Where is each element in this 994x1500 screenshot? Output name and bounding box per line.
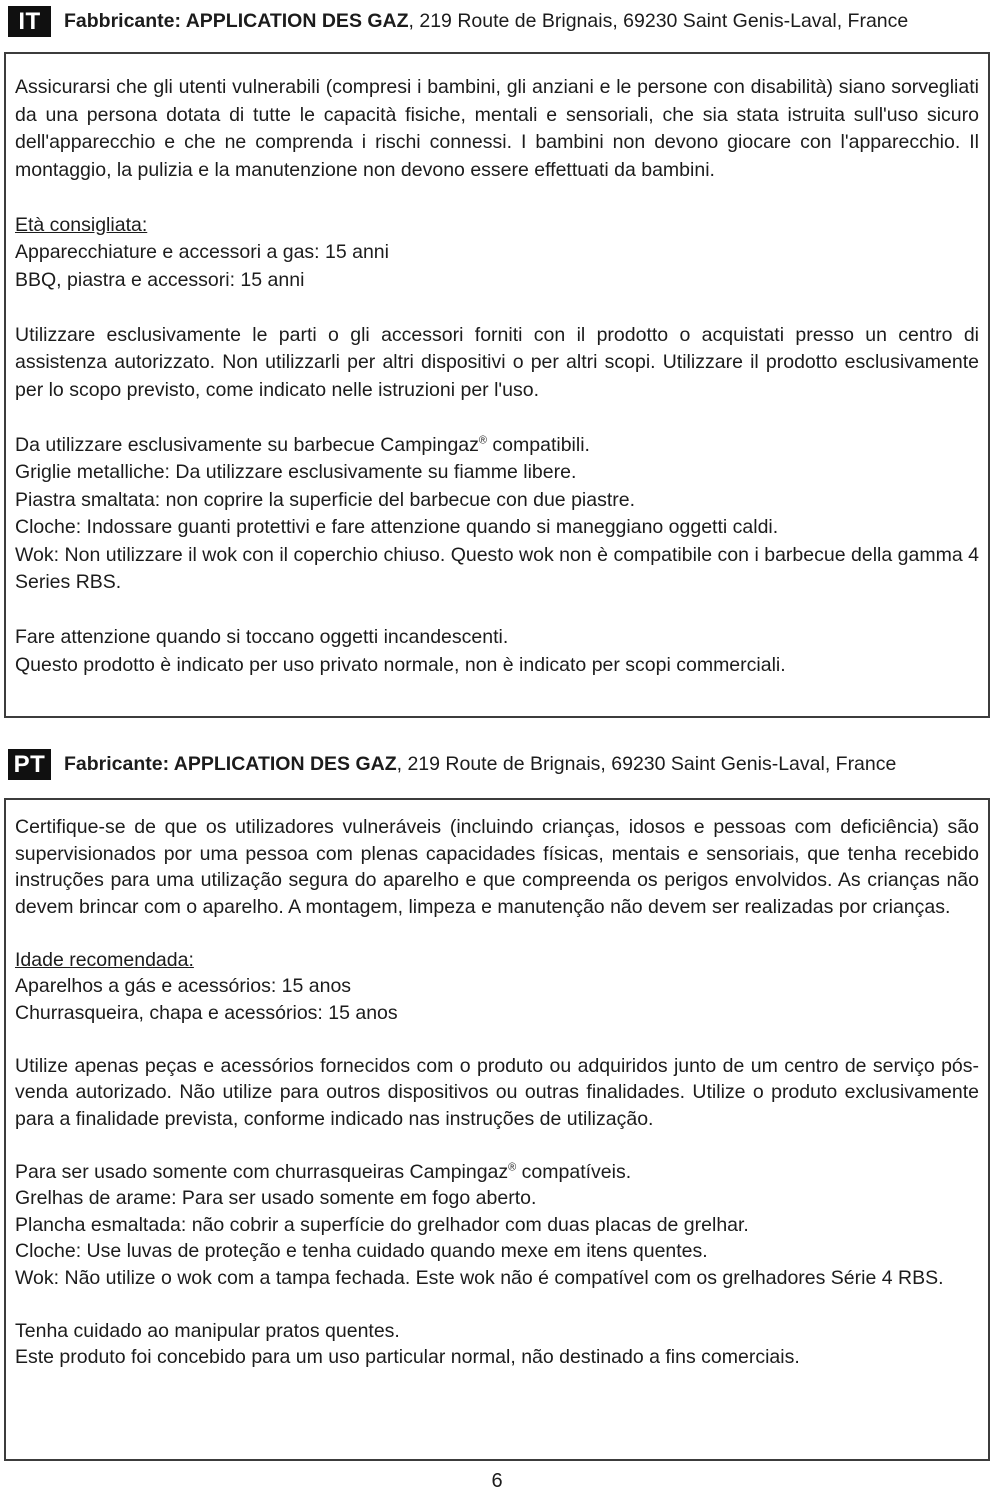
pt-paragraph-wok: Wok: Não utilize o wok com a tampa fechada. Este wok não é compatível com os grelhadores Série 4 RBS. bbox=[15, 1266, 944, 1289]
pt-paragraph-parts: Utilize apenas peças e acessórios fornecidos com o produto ou adquiridos junto de um centro de serviço pós-venda autorizado. Não utilize para outros dispositivos ou outras finalidades. Utilize o produto exclusivamente para a finalidade prevista, conforme indicado nas instruções de utilização. bbox=[15, 1054, 979, 1130]
blank-line bbox=[15, 1291, 979, 1318]
pt-age-heading: Idade recomendada: bbox=[15, 948, 194, 971]
language-badge-it: IT bbox=[8, 6, 51, 37]
pt-age-line-bbq: Churrasqueira, chapa e acessórios: 15 anos bbox=[15, 1001, 398, 1024]
it-line-hot-objects: Fare attenzione quando si toccano oggetti incandescenti. bbox=[15, 626, 509, 648]
it-manufacturer-name: Fabbricante: APPLICATION DES GAZ bbox=[64, 10, 409, 32]
pt-safety-box bbox=[4, 798, 990, 1461]
pt-line-wire-grids: Grelhas de arame: Para ser usado somente em fogo aberto. bbox=[15, 1187, 537, 1209]
it-section-header bbox=[0, 0, 994, 37]
language-badge-pt: PT bbox=[8, 749, 51, 780]
pt-line-hot-plates: Tenha cuidado ao manipular pratos quentes. bbox=[15, 1319, 400, 1342]
pt-line-cloche: Cloche: Use luvas de proteção e tenha cuidado quando mexe em itens quentes. bbox=[15, 1240, 708, 1262]
pt-section-header bbox=[0, 749, 994, 780]
it-manufacturer-address: , 219 Route de Brignais, 69230 Saint Genis-Laval, France bbox=[408, 10, 909, 32]
page-number: 6 bbox=[491, 1470, 503, 1492]
it-age-heading: Età consigliata: bbox=[15, 213, 148, 236]
blank-line bbox=[15, 404, 979, 432]
it-line-campingaz-pre: Da utilizzare esclusivamente su barbecue Campingaz bbox=[15, 433, 479, 456]
it-paragraph-parts: Utilizzare esclusivamente le parti o gli accessori forniti con il prodotto o acquistati presso un centro di assistenza autorizzato. Non utilizzarli per altri dispositivi o per altri scopi. Utilizzare il prodotto esclusivamente per lo scopo previsto, come indicato nelle istruzioni per l'uso. bbox=[15, 323, 979, 401]
it-safety-box bbox=[4, 52, 990, 718]
it-line-enamel-plate: Piastra smaltata: non coprire la superficie del barbecue con due piastre. bbox=[15, 488, 636, 511]
it-paragraph-wok: Wok: Non utilizzare il wok con il coperchio chiuso. Questo wok non è compatibile con i barbecue della gamma 4 Series RBS. bbox=[15, 543, 979, 593]
registered-trademark-icon: ® bbox=[478, 434, 488, 446]
pt-age-line-gas: Aparelhos a gás e acessórios: 15 anos bbox=[15, 975, 352, 997]
pt-manufacturer-address: , 219 Route de Brignais, 69230 Saint Genis-Laval, France bbox=[396, 753, 897, 775]
pt-line-private-use: Este produto foi concebido para um uso particular normal, não destinado a fins comerciais. bbox=[15, 1346, 800, 1368]
blank-line bbox=[15, 294, 979, 322]
registered-trademark-icon: ® bbox=[508, 1161, 517, 1173]
pt-manufacturer-name: Fabricante: APPLICATION DES GAZ bbox=[64, 753, 397, 775]
it-line-private-use: Questo prodotto è indicato per uso privato normale, non è indicato per scopi commerciali. bbox=[15, 653, 786, 676]
it-line-cloche: Cloche: Indossare guanti protettivi e fare attenzione quando si maneggiano oggetti caldi. bbox=[15, 516, 779, 538]
pt-line-campingaz bbox=[15, 1159, 979, 1186]
blank-line bbox=[15, 920, 979, 947]
pt-line-campingaz-pre: Para ser usado somente com churrasqueiras Campingaz bbox=[15, 1160, 509, 1183]
it-paragraph-supervision: Assicurarsi che gli utenti vulnerabili (compresi i bambini, gli anziani e le persone con disabilità) siano sorvegliati da una persona dotata di tutte le capacità fisiche, mentali e sensoriali, che sia stata istruita sull'uso sicuro dell'apparecchio e che ne comprenda i rischi connessi. I bambini non devono giocare con l'apparecchio. Il montaggio, la pulizia e la manutenzione non devono essere effettuati da bambini. bbox=[15, 76, 979, 181]
page-footer bbox=[0, 1470, 994, 1493]
it-line-wire-grids: Griglie metalliche: Da utilizzare esclusivamente su fiamme libere. bbox=[15, 461, 577, 483]
pt-line-campingaz-post: compatíveis. bbox=[516, 1160, 632, 1183]
it-line-campingaz-post: compatibili. bbox=[487, 433, 590, 456]
it-age-line-bbq: BBQ, piastra e accessori: 15 anni bbox=[15, 268, 305, 291]
blank-line bbox=[15, 184, 979, 212]
pt-manufacturer-line bbox=[64, 753, 896, 776]
it-manufacturer-line bbox=[64, 10, 908, 33]
it-age-line-gas: Apparecchiature e accessori a gas: 15 anni bbox=[15, 241, 389, 263]
pt-line-enamel-plate: Plancha esmaltada: não cobrir a superfície do grelhador com duas placas de grelhar. bbox=[15, 1213, 749, 1236]
it-line-campingaz bbox=[15, 432, 979, 460]
blank-line bbox=[15, 1132, 979, 1159]
pt-paragraph-supervision: Certifique-se de que os utilizadores vulneráveis (incluindo crianças, idosos e pessoas com deficiência) são supervisionados por uma pessoa com plenas capacidades físicas, mentais e sensoriais, que tenha recebido instruções para uma utilização segura do aparelho e que compreenda os perigos envolvidos. As crianças não devem brincar com o aparelho. A montagem, limpeza e manutenção não devem ser realizadas por crianças. bbox=[15, 816, 979, 918]
blank-line bbox=[15, 597, 979, 625]
blank-line bbox=[15, 1026, 979, 1053]
